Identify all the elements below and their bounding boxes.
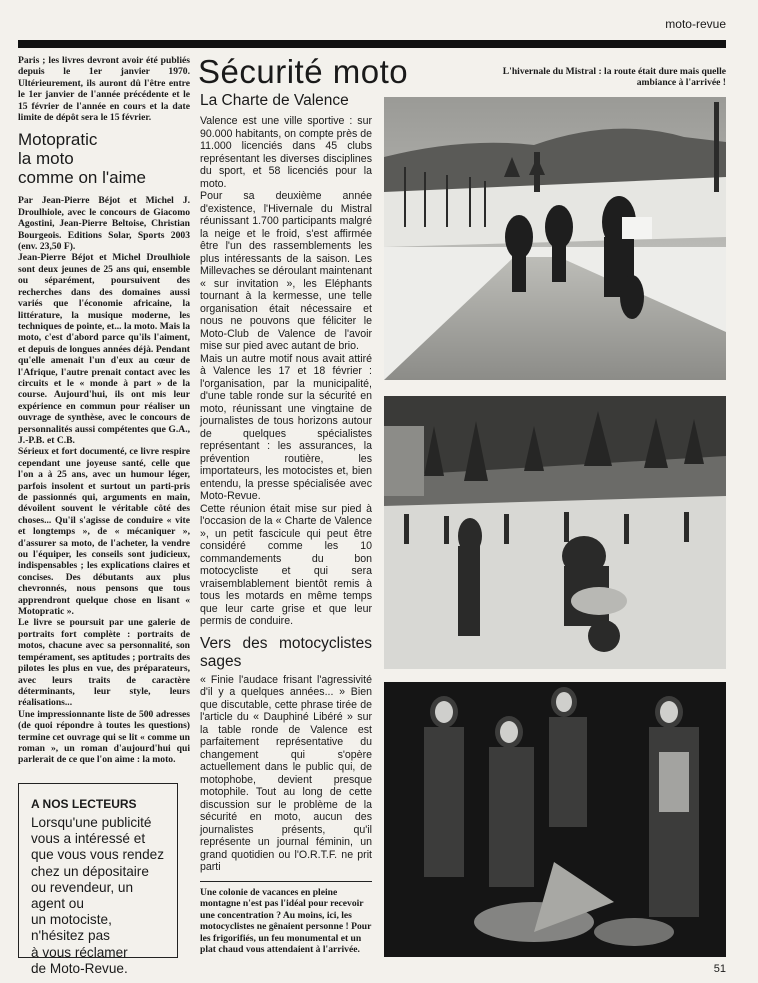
readers-notice-title: A NOS LECTEURS: [31, 797, 137, 811]
article-subtitle-2: Vers des motocyclistes sages: [200, 634, 372, 670]
section-header: moto-revue: [665, 17, 726, 31]
article-paragraph: Cette réunion était mise sur pied à l'occasion de la « Charte de Valence », un petit fascicule qui peut être considéré comme les 10 commandements du bon motocycliste et qui sera vraisemblablement bientôt remis à tous les motards en même temps que leur carte grise et que leur permis de conduire.: [200, 502, 372, 627]
photo-night-bikers-image: [384, 682, 726, 957]
photo-crowd-snow: [384, 396, 726, 669]
notice-line: à vous réclamer: [31, 944, 128, 960]
review-paragraph: Sérieux et fort documenté, ce livre respire cependant une joyeuse santé, celle que l'on a à 25 ans, avec un humour léger, parfois insolent et surtout un parti-pris de passionnés qui, arguments en main, dévoilent souvent le véritable côté des choses... Qu'il s'agisse de conduire « vite et longtemps », de « mécaniquer », d'assurer sa moto, de l'acheter, la vendre ou l'équiper, les conseils sont judicieux, indispensables ; les explications claires et concises. Des débutants aux plus chevronnés, nous pensons que tous apprendront quelque chose en lisant « Motopratic ».: [18, 446, 190, 618]
review-paragraph: Jean-Pierre Béjot et Michel Droulhiole sont deux jeunes de 25 ans qui, ensemble ou séparément, poursuivent des recherches dans des domaines aussi variés que l'économie africaine, la littérature, la musique moderne, les techniques de pointe, et... la moto. Mais la moto, c'est d'abord parce qu'ils l'aiment, et depuis de longues années déjà. Pendant qu'elle amenait l'un d'eux au cœur de l'Afrique, l'autre prenait contact avec les circuits et le « monde à part » de la course. Aujourd'hui, ils ont mis leur expérience en commun pour réaliser un ouvrage de synthèse, avec le concours de personnalités aussi compétentes que G.A., J.-P.B. et C.B.: [18, 252, 190, 446]
page-number: 51: [713, 963, 726, 975]
notice-line: de Moto-Revue.: [31, 960, 128, 976]
notice-line: Lorsqu'une publicité: [31, 815, 152, 830]
bottom-caption: Une colonie de vacances en pleine montagne n'est pas l'idéal pour recevoir une concentration ? Au moins, ici, les motocyclistes ne gênaient personne ! Pour les frigorifiés, un feu monumental et un plat chaud vous attendaient à l'arrivée.: [200, 881, 372, 955]
book-title-line: comme on l'aime: [18, 168, 146, 188]
notice-line: chez un dépositaire: [31, 863, 149, 879]
book-title-line: Motopratic: [18, 130, 98, 150]
notice-line: un motociste,: [31, 912, 112, 928]
article-paragraph: Valence est une ville sportive : sur 90.000 habitants, on compte près de 11.000 licenciés dans 45 clubs représentant les diverses disciplines du sport, et 58 licenciés pour la moto.: [200, 115, 372, 190]
article-title: Sécurité moto: [198, 53, 409, 90]
article-paragraph: Pour sa deuxième année d'existence, l'Hivernale du Mistral réunissant 1.700 participants malgré la neige et le froid, s'est affirmée être l'un des rassemblements les plus intéressants de la saison. Les Millevaches se déroulant maintenant « sur invitation », les Eléphants tournant à la kermesse, une telle organisation était nécessaire et nous ne pouvons que féliciter le Moto-Club de Valence de l'avoir mise sur pied avec autant de brio.: [200, 190, 372, 352]
review-paragraph: Le livre se poursuit par une galerie de portraits fort complète : portraits de motos, chacune avec sa personnalité, son tempérament, ses aptitudes ; portraits des pilotes les plus en vue, des préparateurs, avec leurs traits de caractère déterminants, leur style, leurs réalisations...: [18, 617, 190, 709]
article-paragraph: « Finie l'audace frisant l'agressivité d'il y a quelques années... » Bien que discutable, cette phrase tirée de l'article du « Dauphiné Libéré » sur la table ronde de Valence est parfaitement représentative du changement qui s'opère actuellement dans le public qui, de motophobe, devient presque motophile. Tout au long de cette discussion sur le problème de la sécurité en moto, aucun des journalistes présents, qu'il représente un journal féminin, un grand quotidien ou l'O.R.T.F. ne prit parti: [200, 673, 372, 873]
left-column: [18, 55, 190, 766]
notice-line: agent ou: [31, 896, 84, 912]
top-photo-caption: L'hivernale du Mistral : la route était dure mais quelle ambiance à l'arrivée !: [502, 66, 726, 89]
book-title-line: la moto: [18, 149, 74, 169]
article-column: [198, 53, 409, 874]
notice-line: vous a intéressé et: [31, 831, 146, 847]
photo-snow-road-image: [384, 97, 726, 380]
photo-night-bikers: [384, 682, 726, 957]
article-paragraph: Mais un autre motif nous avait attiré à Valence les 17 et 18 février : l'organisation, par la municipalité, d'une table ronde sur la sécurité en moto, réunissant une vingtaine de journalistes de tous horizons autour de quelques spécialistes représentant : les assurances, la prévention routière, les importateurs, les motocistes et, bien entendu, la presse spécialisée avec Moto-Revue.: [200, 352, 372, 502]
notice-line: ou revendeur, un: [31, 879, 134, 895]
book-title: [18, 130, 190, 187]
intro-paragraph: Paris ; les livres devront avoir été publiés depuis le 1er janvier 1970. Ultérieurement, ils auront dû l'être entre le 1er janvier de l'année précédente et le 15 février de l'année en cours et la date limite de dépôt sera le 15 février.: [18, 55, 190, 124]
article-subtitle: La Charte de Valence: [200, 92, 349, 109]
readers-notice-body: [31, 815, 177, 977]
photo-crowd-snow-image: [384, 396, 726, 669]
photo-snow-road: [384, 97, 726, 380]
review-paragraph: Une impressionnante liste de 500 adresses (de quoi répondre à toutes les questions) termine cet ouvrage qui se lit « comme un roman », un roman d'aujourd'hui qui parlerait de ce que l'on aime : la moto.: [18, 708, 190, 766]
header-rule: [18, 40, 726, 48]
notice-line: que vous vous rendez: [31, 847, 165, 863]
byline: Par Jean-Pierre Béjot et Michel J. Droulhiole, avec le concours de Giacomo Agostini, Jean-Pierre Beltoise, Christian Bourgeois. Editions Solar, Sports 2003 (env. 23,50 F).: [18, 195, 190, 253]
readers-notice-box: [18, 783, 178, 976]
notice-line: n'hésitez pas: [31, 928, 110, 944]
